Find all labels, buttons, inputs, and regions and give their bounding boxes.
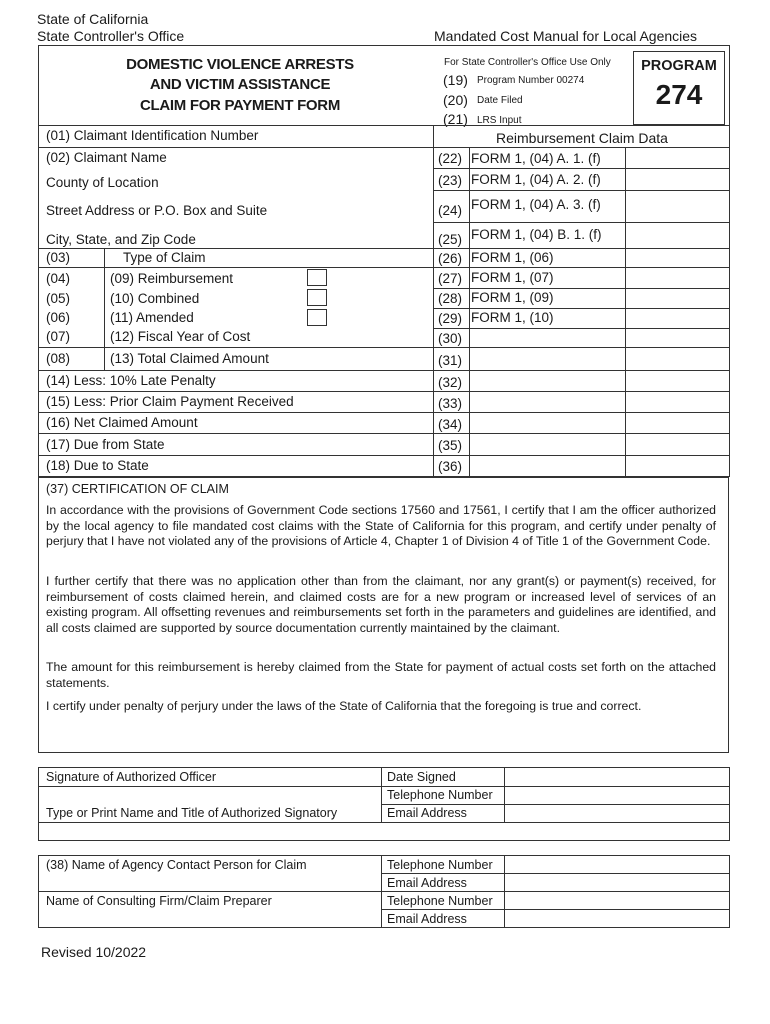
sco-item-20-num: (20) [443,92,468,108]
rcd-num-35: (35) [438,438,463,453]
manual-title: Mandated Cost Manual for Local Agencies [434,28,698,44]
rcd-num-34: (34) [438,417,463,432]
certification-paragraph-1: In accordance with the provisions of Government Code sections 17560 and 17561, I certify that I am the officer authorized by the local agency to file mandated cost claims with the State of California for this program, and certify under penalty of perjury that I have not violated any of the provisions of Article 4, Chapter 1 of Division 4 of Title 1 of the Government Code. [46,503,716,548]
program-label: PROGRAM [641,58,717,74]
rcd-num-24: (24) [438,203,463,218]
state-label: State of California [37,11,149,27]
contact-telephone-1[interactable]: Telephone Number [387,858,493,872]
row-05-num: (05) [46,291,71,306]
due-from-state-field[interactable]: (17) Due from State [46,437,165,452]
claim-type-num: (03) [46,250,71,265]
program-number-label: Program Number 00274 [477,75,585,86]
claimant-id-field[interactable]: (01) Claimant Identification Number [46,128,259,143]
late-penalty-field[interactable]: (14) Less: 10% Late Penalty [46,373,216,388]
rcd-label-28[interactable]: FORM 1, (09) [471,290,554,305]
rcd-num-26: (26) [438,251,463,266]
date-filed-label: Date Filed [477,95,523,106]
county-field[interactable]: County of Location [46,175,159,190]
certification-paragraph-4: I certify under penalty of perjury under the laws of the State of California that the foregoing is true and correct. [46,699,642,713]
program-number: 274 [655,79,703,110]
net-claimed-field[interactable]: (16) Net Claimed Amount [46,415,198,430]
rcd-num-33: (33) [438,396,463,411]
rcd-num-23: (23) [438,173,463,188]
row-06-num: (06) [46,310,71,325]
form-title-line3: CLAIM FOR PAYMENT FORM [139,97,341,114]
prior-payment-field[interactable]: (15) Less: Prior Claim Payment Received [46,394,294,409]
revised-date: Revised 10/2022 [41,944,147,960]
sco-item-19-num: (19) [443,72,468,88]
form-title-line2: AND VICTIM ASSISTANCE [149,76,331,93]
rcd-num-27: (27) [438,271,463,286]
agency-contact-label[interactable]: (38) Name of Agency Contact Person for Claim [46,858,307,872]
consulting-firm-label[interactable]: Name of Consulting Firm/Claim Preparer [46,894,272,908]
claim-type-header: Type of Claim [123,250,206,265]
reimbursement-checkbox[interactable] [307,269,327,286]
certification-paragraph-3: The amount for this reimbursement is hereby claimed from the State for payment of actual costs set forth on the attached statements. [46,660,716,690]
street-address-field[interactable]: Street Address or P.O. Box and Suite [46,203,268,218]
reimbursement-label: (09) Reimbursement [110,271,234,286]
row-08-num: (08) [46,351,71,366]
signature-email-label[interactable]: Email Address [387,806,467,820]
fiscal-year-field[interactable]: (12) Fiscal Year of Cost [110,329,251,344]
row-04-num: (04) [46,271,71,286]
reimbursement-title: Reimbursement Claim Data [496,130,668,146]
rcd-label-25[interactable]: FORM 1, (04) B. 1. (f) [471,227,602,242]
rcd-label-24[interactable]: FORM 1, (04) A. 3. (f) [471,197,601,212]
city-state-zip-field[interactable]: City, State, and Zip Code [46,232,196,247]
rcd-num-25: (25) [438,232,463,247]
certification-title: (37) CERTIFICATION OF CLAIM [46,482,229,496]
amended-label: (11) Amended [110,310,194,325]
total-claimed-field[interactable]: (13) Total Claimed Amount [110,351,269,366]
combined-label: (10) Combined [110,291,200,306]
claimant-name-field[interactable]: (02) Claimant Name [46,150,167,165]
rcd-num-22: (22) [438,151,463,166]
contact-email-1[interactable]: Email Address [387,876,467,890]
rcd-label-26[interactable]: FORM 1, (06) [471,250,554,265]
rcd-label-23[interactable]: FORM 1, (04) A. 2. (f) [471,172,601,187]
due-to-state-field[interactable]: (18) Due to State [46,458,149,473]
rcd-num-28: (28) [438,291,463,306]
lrs-input-label: LRS Input [477,115,522,126]
combined-checkbox[interactable] [307,289,327,306]
signature-officer-label[interactable]: Signature of Authorized Officer [46,770,217,784]
rcd-num-29: (29) [438,311,463,326]
form-title-line1: DOMESTIC VIOLENCE ARRESTS [126,56,354,73]
office-label: State Controller's Office [37,28,185,44]
rcd-num-31: (31) [438,353,463,368]
row-07-num: (07) [46,329,71,344]
certification-paragraph-2: I further certify that there was no application other than from the claimant, nor any grant(s) or payment(s) received, for reimbursement of costs claimed herein, and claimed costs are for a new program or increased level of services of an existing program. All offsetting revenues and reimbursements set forth in the parameters and guidelines are identified, and all costs claimed are supported by source documentation currently maintained by the claimant. [46,574,716,635]
sco-use-label: For State Controller's Office Use Only [444,57,611,68]
contact-telephone-2[interactable]: Telephone Number [387,894,493,908]
sco-item-21-num: (21) [443,111,468,127]
signature-telephone-label[interactable]: Telephone Number [387,788,493,802]
print-name-label[interactable]: Type or Print Name and Title of Authorized Signatory [46,806,338,820]
amended-checkbox[interactable] [307,309,327,326]
rcd-num-32: (32) [438,375,463,390]
rcd-label-27[interactable]: FORM 1, (07) [471,270,554,285]
rcd-label-29[interactable]: FORM 1, (10) [471,310,554,325]
rcd-num-30: (30) [438,331,463,346]
rcd-num-36: (36) [438,459,463,474]
contact-email-2[interactable]: Email Address [387,912,467,926]
date-signed-label[interactable]: Date Signed [387,770,456,784]
rcd-label-22[interactable]: FORM 1, (04) A. 1. (f) [471,151,601,166]
